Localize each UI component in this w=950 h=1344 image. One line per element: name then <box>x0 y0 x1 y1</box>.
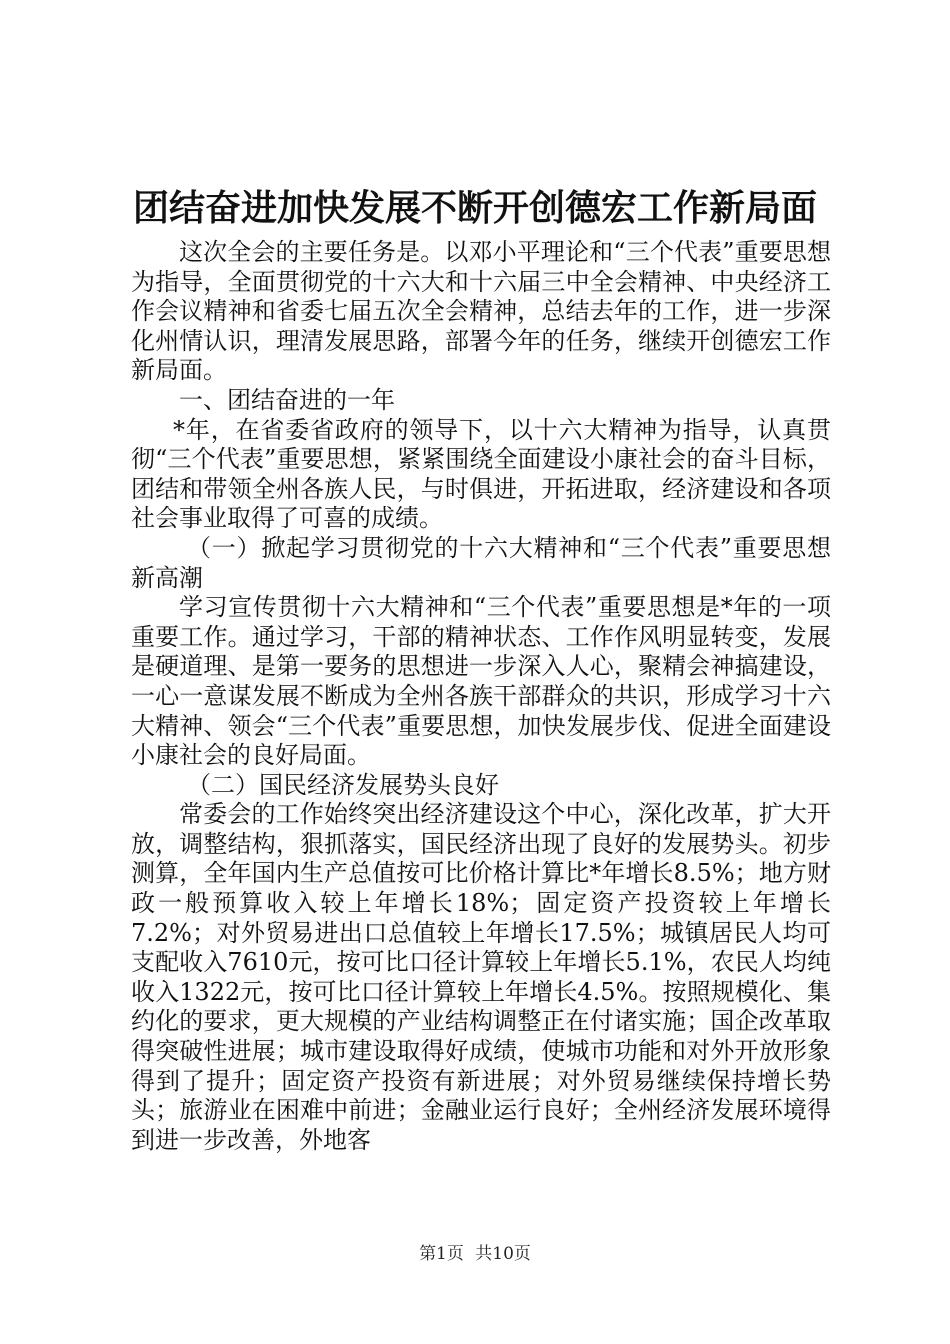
page-number: 第1页 <box>419 1244 464 1264</box>
subsection-heading-2: （二）国民经济发展势头良好 <box>187 770 499 799</box>
paragraph-summary: *年，在省委省政府的领导下，以十六大精神为指导，认真贯彻“三个代表”重要思想，紧紧围绕全面建设小康社会的奋斗目标，团结和带领全州各族人民，与时俱进，开拓进取，经济建设和各项社会事业取得了可喜的成绩。 <box>131 415 831 533</box>
document-body <box>131 238 831 1155</box>
document-title: 团结奋进加快发展不断开创德宏工作新局面 <box>132 187 817 229</box>
section-heading-1: 一、团结奋进的一年 <box>179 385 395 414</box>
paragraph-intro: 这次全会的主要任务是。以邓小平理论和“三个代表”重要思想为指导，全面贯彻党的十六大和十六届三中全会精神、中央经济工作会议精神和省委七届五次全会精神，总结去年的工作，进一步深化州情认识，理清发展思路，部署今年的任务，继续开创德宏工作新局面。 <box>131 238 831 385</box>
subsection-heading-1: （一）掀起学习贯彻党的十六大精神和“三个代表”重要思想新高潮 <box>131 533 831 592</box>
paragraph-economy: 常委会的工作始终突出经济建设这个中心，深化改革，扩大开放，调整结构，狠抓落实，国民经济出现了良好的发展势头。初步测算，全年国内生产总值按可比价格计算比*年增长8.5%；地方财政一般预算收入较上年增长18%；固定资产投资较上年增长7.2%；对外贸易进出口总值较上年增长17.5%；城镇居民人均可支配收入7610元，按可比口径计算较上年增长5.1%，农民人均纯收入1322元，按可比口径计算较上年增长4.5%。按照规模化、集约化的要求，更大规模的产业结构调整正在付诸实施；国企改革取得突破性进展；城市建设取得好成绩，使城市功能和对外开放形象得到了提升；固定资产投资有新进展；对外贸易继续保持增长势头；旅游业在困难中前进；金融业运行良好；全州经济发展环境得到进一步改善，外地客 <box>131 800 831 1154</box>
page-total: 共10页 <box>475 1244 531 1264</box>
page-footer <box>0 1243 950 1265</box>
paragraph-study: 学习宣传贯彻十六大精神和“三个代表”重要思想是*年的一项重要工作。通过学习，干部的精神状态、工作作风明显转变，发展是硬道理、是第一要务的思想进一步深入人心，聚精会神搞建设，一心一意谋发展不断成为全州各族干部群众的共识，形成学习十六大精神、领会“三个代表”重要思想，加快发展步伐、促进全面建设小康社会的良好局面。 <box>131 593 831 770</box>
